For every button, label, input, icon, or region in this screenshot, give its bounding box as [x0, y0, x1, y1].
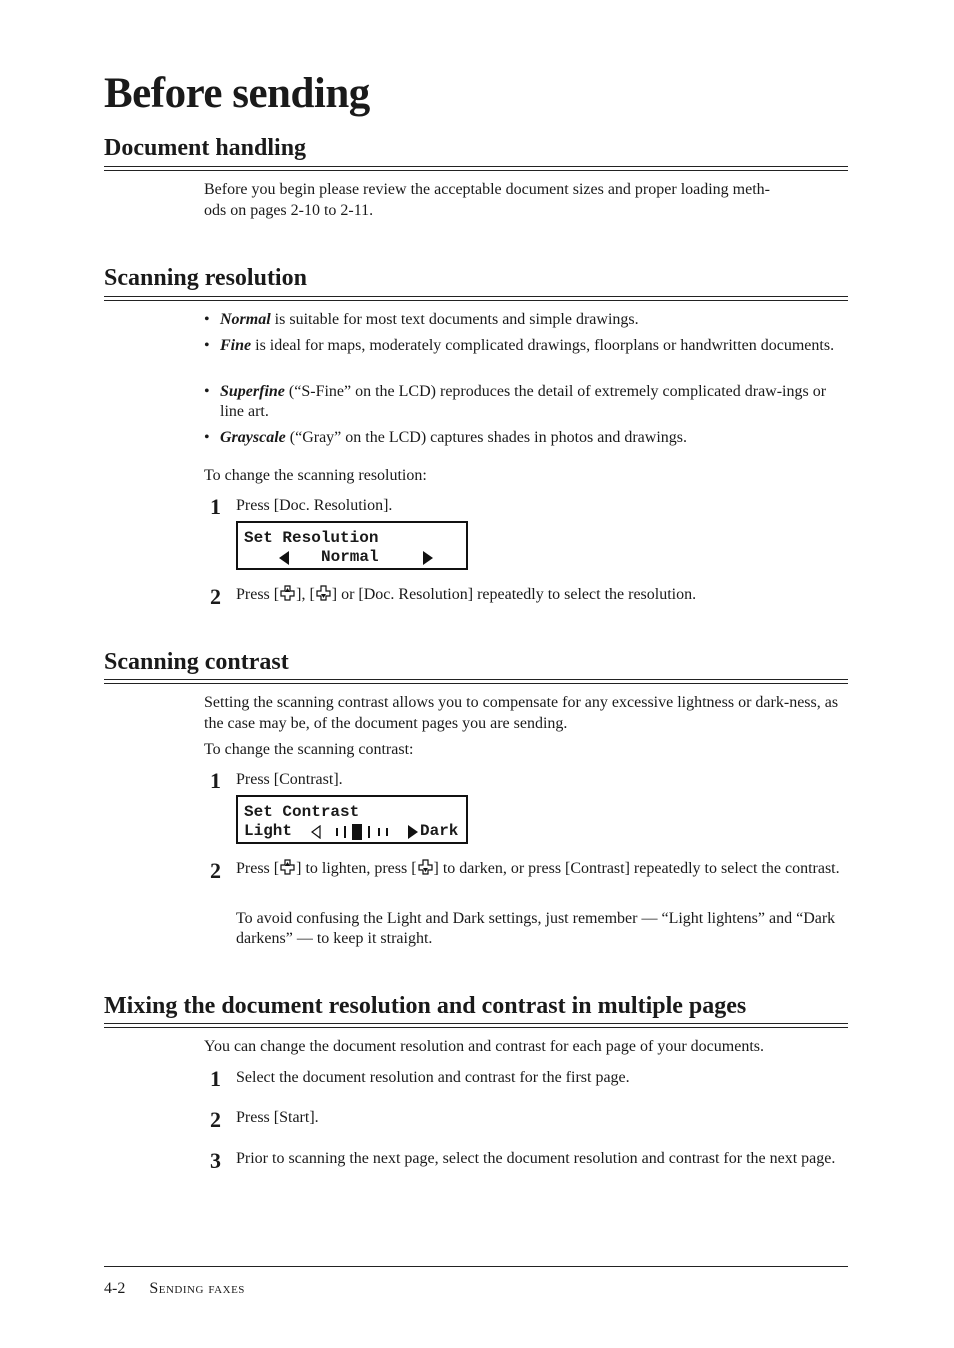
step-number: 1 [210, 768, 221, 793]
footer-rule [104, 1266, 848, 1267]
bullet-text: is ideal for maps, moderately complicated drawings, floorplans or handwritten documents. [251, 337, 835, 354]
bullet-dot: • [204, 383, 210, 400]
arrow-right-icon [407, 825, 419, 839]
resolution-intro: To change the scanning resolution: [204, 467, 427, 484]
section-rule [104, 296, 848, 301]
step-text: Press [Start]. [236, 1109, 319, 1126]
arrow-right-icon [422, 551, 434, 565]
lcd-line-2 [244, 822, 466, 841]
lcd-line-2 [244, 548, 466, 567]
step-number: 1 [210, 1066, 221, 1091]
step-text: Prior to scanning the next page, select the document resolution and contrast for the next page. [236, 1150, 836, 1167]
step-text-part: Press [ [236, 586, 280, 603]
section-rule [104, 166, 848, 171]
bullet-dot: • [204, 311, 210, 328]
arrow-left-icon [278, 551, 290, 565]
step-text-part: ] or [Doc. Resolution] repeatedly to select the resolution. [331, 586, 697, 603]
step-text-part: ] to lighten, press [ [296, 860, 417, 877]
lcd-light-label: Light [244, 822, 293, 840]
contrast-intro: To change the scanning contrast: [204, 741, 414, 758]
key-down-icon [418, 859, 433, 875]
step-text [236, 859, 850, 879]
key-down-icon [316, 585, 331, 601]
step-text-part: ], [ [296, 586, 315, 603]
lcd-display-contrast [236, 795, 468, 844]
lcd-display-resolution [236, 521, 468, 570]
mixing-paragraph: You can change the document resolution and contrast for each page of your documents. [204, 1038, 764, 1055]
step-text [236, 585, 850, 605]
page-footer [104, 1279, 245, 1299]
step-number: 1 [210, 494, 221, 519]
bullet-text: is suitable for most text documents and simple drawings. [270, 311, 639, 328]
page-number: 4-2 [104, 1280, 126, 1297]
bullet-grayscale [204, 428, 850, 448]
contrast-paragraph: Setting the scanning contrast allows you to compensate for any excessive lightness or dark-ness, as the case may be, of the document pages you are sending. [204, 694, 839, 732]
bullet-fine [204, 336, 850, 356]
bullet-term: Superfine [220, 383, 285, 400]
step-text-part: ] to darken, or press [Contrast] repeatedly to select the contrast. [433, 860, 840, 877]
key-up-icon [280, 585, 295, 601]
lcd-line-1: Set Contrast [244, 803, 360, 821]
step-text-part: Press [ [236, 860, 280, 877]
step-text: Press [Contrast]. [236, 771, 343, 788]
handling-paragraph [204, 179, 850, 221]
page-title: Before sending [104, 70, 370, 117]
bullet-superfine [204, 382, 850, 422]
step-number: 2 [210, 584, 221, 609]
handling-line-1: Before you begin please review the acceptable document sizes and proper loading meth- [204, 181, 770, 198]
section-rule [104, 679, 848, 684]
lcd-resolution-value: Normal [321, 548, 379, 566]
bullet-term: Grayscale [220, 429, 286, 446]
section-heading-document-handling: Document handling [104, 135, 307, 161]
lcd-line-1: Set Resolution [244, 529, 379, 547]
chapter-name: Sending faxes [149, 1280, 245, 1297]
bullet-text: (“S-Fine” on the LCD) reproduces the detail of extremely complicated draw-ings or line art. [220, 383, 827, 420]
section-heading-mixing: Mixing the document resolution and contrast in multiple pages [104, 993, 747, 1019]
lcd-dark-label: Dark [420, 822, 459, 840]
contrast-note: To avoid confusing the Light and Dark settings, just remember — “Light lightens” and “Dark darkens” — to keep it straight. [236, 910, 836, 947]
key-up-icon [280, 859, 295, 875]
step-number: 3 [210, 1148, 221, 1173]
step-text: Select the document resolution and contrast for the first page. [236, 1069, 630, 1086]
bullet-term: Fine [220, 337, 252, 354]
step-number: 2 [210, 858, 221, 883]
section-heading-scanning-resolution: Scanning resolution [104, 265, 307, 291]
arrow-left-outline-icon [310, 825, 322, 839]
section-heading-scanning-contrast: Scanning contrast [104, 649, 289, 675]
handling-line-2: ods on pages 2-10 to 2-11. [204, 202, 374, 219]
section-rule [104, 1023, 848, 1028]
bullet-dot: • [204, 337, 210, 354]
step-text: Press [Doc. Resolution]. [236, 497, 393, 514]
step-number: 2 [210, 1107, 221, 1132]
bullet-dot: • [204, 429, 210, 446]
bullet-text: (“Gray” on the LCD) captures shades in photos and drawings. [285, 429, 687, 446]
contrast-level-bar [336, 823, 400, 841]
bullet-normal [204, 310, 850, 330]
bullet-term: Normal [220, 311, 271, 328]
